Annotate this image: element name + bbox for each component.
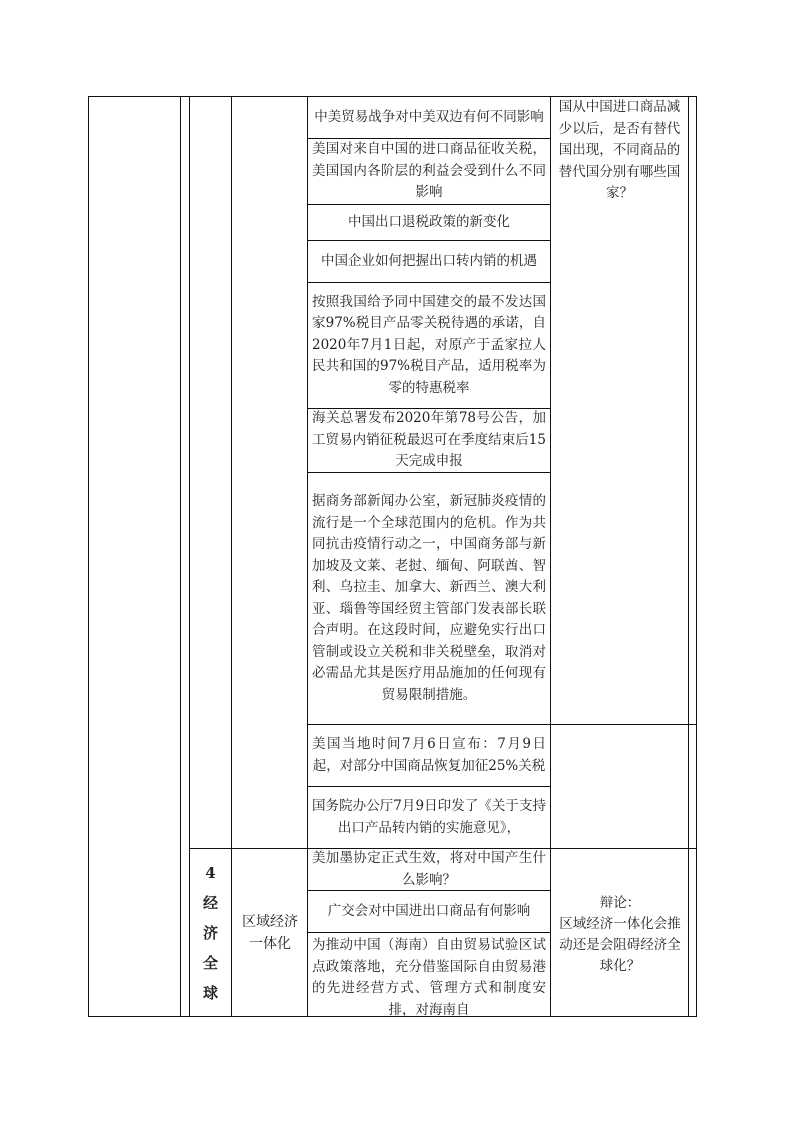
question-cell: 国从中国进口商品减少以后，是否有替代国出现，不同商品的替代国分别有哪些国家？ bbox=[558, 99, 681, 201]
table-cell: 为推动中国（海南）自由贸易试验区试点政策落地，充分借鉴国际自由贸易港的先进经营方式、管理方式和制度安排，对海南自 bbox=[312, 937, 546, 1018]
section-number: 4 bbox=[205, 863, 216, 882]
table-cell: 国务院办公厅7月9日印发了《关于支持出口产品转内销的实施意见》， bbox=[312, 798, 546, 836]
section-title-char: 全 bbox=[202, 953, 218, 972]
debate-text: 区域经济一体化会推动还是会阻碍经济全球化？ bbox=[559, 916, 681, 974]
section-title-char: 济 bbox=[202, 923, 218, 942]
table-cell: 美加墨协定正式生效，将对中国产生什么影响？ bbox=[312, 850, 546, 888]
table-cell: 美国当地时间7月6日宣布：7月9日起，对部分中国商品恢复加征25%关税 bbox=[312, 736, 546, 774]
section-title-char: 球 bbox=[202, 983, 218, 1002]
column-divider-6 bbox=[688, 96, 689, 1017]
table-cell: 中国企业如何把握出口转内销的机遇 bbox=[321, 252, 537, 269]
table-cell: 据商务部新闻办公室，新冠肺炎疫情的流行是一个全球范围内的危机。作为共同抗击疫情行动之一，中国商务部与新加坡及文莱、老挝、缅甸、阿联酋、智利、乌拉圭、加拿大、新西兰、澳大利亚、瑙鲁等国经贸主管部门发表部长联合声明。在这段时间，应避免实行出口管制或设立关税和非关税壁垒，取消对必需品尤其是医疗用品施加的任何现有贸易限制措施。 bbox=[312, 493, 546, 703]
column-divider-1 bbox=[180, 96, 181, 1017]
table-cell: 中国出口退税政策的新变化 bbox=[348, 213, 510, 230]
debate-cell bbox=[554, 849, 686, 1016]
table-border-left bbox=[88, 96, 89, 1017]
column-divider-5 bbox=[550, 96, 551, 1017]
table-cell: 广交会对中国进出口商品有何影响 bbox=[327, 902, 531, 919]
table-cell: 海关总署发布2020年第78号公告，加工贸易内销征税最迟可在季度结束后15天完成申报 bbox=[312, 410, 546, 470]
table-cell: 按照我国给予同中国建交的最不发达国家97%税目产品零关税待遇的承诺，自2020年7月1日起，对原产于孟家拉人民共和国的97%税目产品，适用税率为零的特惠税率 bbox=[312, 293, 546, 396]
section-title-char: 经 bbox=[202, 893, 218, 912]
table-cell: 美国对来自中国的进口商品征收关税，美国国内各阶层的利益会受到什么不同影响 bbox=[312, 141, 546, 201]
table-border-right bbox=[696, 96, 697, 1017]
topic-cell: 区域经济一体化 bbox=[242, 913, 298, 952]
section-number-title bbox=[190, 849, 231, 1016]
table-cell: 中美贸易战争对中美双边有何不同影响 bbox=[314, 108, 544, 125]
debate-label: 辩论： bbox=[599, 895, 641, 911]
column-divider-3 bbox=[231, 96, 232, 1017]
